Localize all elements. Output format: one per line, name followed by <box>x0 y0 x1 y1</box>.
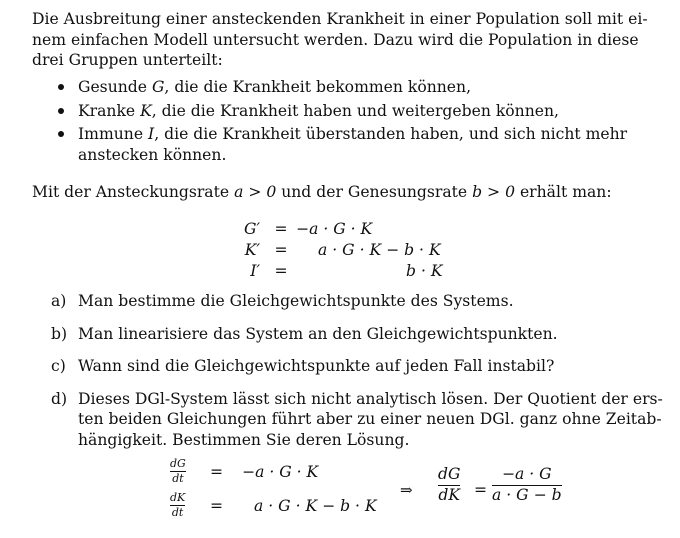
task-text: hängigkeit. Bestimmen Sie deren Lösung. <box>78 430 410 449</box>
group-list <box>56 77 648 168</box>
task-text: Wann sind die Gleichgewichtspunkte auf jeden Fall instabil? <box>78 357 555 375</box>
task-text: Dieses DGl-System lässt sich nicht analytisch lösen. Der Quotient der ers- <box>78 389 663 408</box>
derivative-dG-dt: dG dt <box>170 457 186 485</box>
quotient-derivation <box>170 458 590 528</box>
intro-line: Die Ausbreitung einer ansteckenden Krankheit in einer Population soll mit ei- <box>32 10 648 28</box>
symbol-G: G <box>151 78 165 96</box>
derivative-dG-dK: dG dK <box>438 465 461 504</box>
ode-lhs: K′ <box>244 241 260 259</box>
task-text: Man linearisiere das System an den Gleichgewichtspunkten. <box>78 324 558 343</box>
task-text: ten beiden Gleichungen führt aber zu einer neuen DGl. ganz ohne Zeitab- <box>78 410 662 428</box>
task-item-b <box>51 324 651 345</box>
ode-row-G <box>230 219 460 240</box>
ode-rhs: −a · G · K <box>296 220 373 238</box>
equals-sign: = <box>210 497 224 515</box>
bullet-icon <box>58 84 64 90</box>
quotient-result: −a · G a · G − b <box>492 465 562 504</box>
ode-equals: = <box>274 220 288 238</box>
ode-rhs: b · K <box>406 262 443 280</box>
task-item-a <box>51 291 651 312</box>
ode-row-K <box>230 240 460 261</box>
task-item-c <box>51 356 651 377</box>
bullet-icon <box>58 108 64 114</box>
task-label: c) <box>51 357 66 375</box>
bullet-icon <box>58 131 64 137</box>
group-item-sick: Kranke K, die die Krankheit haben und weitergeben können, <box>56 101 648 122</box>
task-item-d <box>51 389 663 451</box>
ode-equals: = <box>274 262 288 280</box>
ode-equals: = <box>274 241 288 259</box>
intro-paragraph <box>32 9 646 71</box>
symbol-I: I <box>148 125 155 143</box>
ode-rhs: a · G · K − b · K <box>318 241 441 259</box>
condition-a: a > 0 <box>234 183 277 201</box>
rhs-dK: a · G · K − b · K <box>254 497 377 515</box>
condition-b: b > 0 <box>472 183 515 201</box>
group-item-continuation: anstecken können. <box>78 145 227 164</box>
task-text: Man bestimme die Gleichgewichtspunkte des Systems. <box>78 292 514 310</box>
task-label: a) <box>51 292 67 310</box>
equals-sign: = <box>210 463 224 481</box>
derivative-dK-dt: dK dt <box>170 491 186 519</box>
equals-sign: = <box>474 481 488 499</box>
rhs-dG: −a · G · K <box>242 463 319 481</box>
task-label: d) <box>51 389 68 408</box>
ode-lhs: G′ <box>244 220 260 238</box>
transition-sentence: Mit der Ansteckungsrate a > 0 und der Genesungsrate b > 0 erhält man: <box>32 183 612 201</box>
ode-row-I <box>230 261 460 282</box>
task-label: b) <box>51 324 68 343</box>
implies-arrow-icon: ⇒ <box>400 481 413 499</box>
ode-lhs: I′ <box>250 262 260 280</box>
group-item-healthy: Gesunde G, die die Krankheit bekommen können, <box>56 77 648 98</box>
intro-line: drei Gruppen unterteilt: <box>32 51 223 69</box>
ode-system <box>230 219 460 282</box>
task-list <box>51 291 663 462</box>
group-item-immune: Immune I, die die Krankheit überstanden haben, und sich nicht mehr anstecken können. <box>56 124 648 165</box>
symbol-K: K <box>140 101 152 120</box>
intro-line: nem einfachen Modell untersucht werden. Dazu wird die Population in diese <box>32 30 639 49</box>
